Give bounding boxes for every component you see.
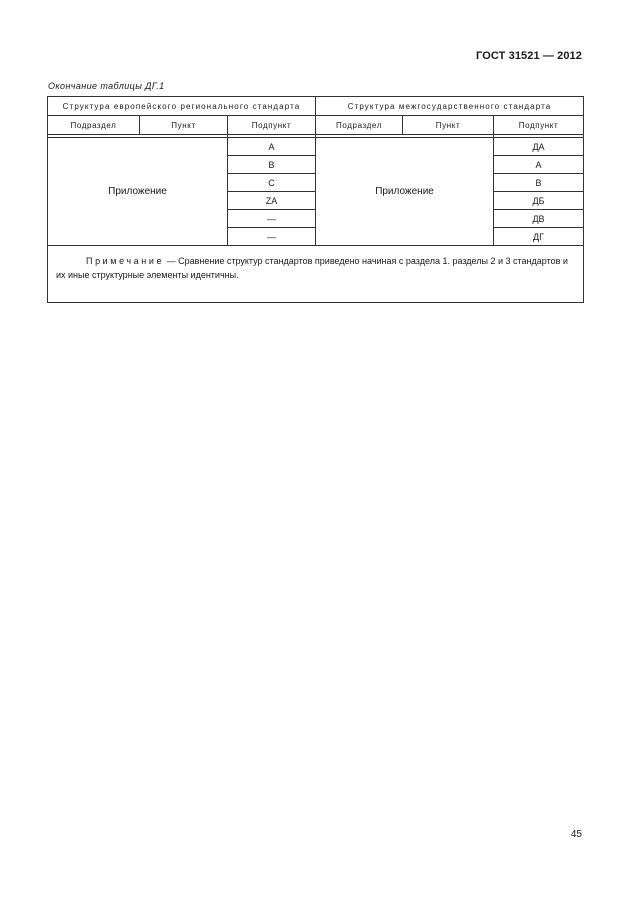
table-cell: — bbox=[228, 228, 316, 246]
document-code: ГОСТ 31521 — 2012 bbox=[476, 50, 582, 62]
table-cell: А bbox=[494, 156, 584, 174]
column-header-subclause: Подпункт bbox=[494, 116, 584, 135]
column-header-subclause: Подпункт bbox=[228, 116, 316, 135]
page-number: 45 bbox=[570, 829, 582, 840]
table-note bbox=[48, 246, 584, 303]
column-header-clause: Пункт bbox=[140, 116, 228, 135]
table-caption: Окончание таблицы ДГ.1 bbox=[48, 81, 165, 91]
table-cell: ДГ bbox=[494, 228, 584, 246]
group-header-european: Структура европейского регионального стандарта bbox=[48, 97, 316, 116]
column-header-subsection: Подраздел bbox=[48, 116, 140, 135]
table-cell: B bbox=[228, 156, 316, 174]
table-cell: ДВ bbox=[494, 210, 584, 228]
note-prefix: Примечание bbox=[86, 256, 165, 266]
note-text: — Сравнение структур стандартов приведено начиная с раздела 1. разделы 2 и 3 стандартов и их иные структурные элементы идентичны. bbox=[56, 256, 568, 280]
table-cell: A bbox=[228, 138, 316, 156]
annex-label-european: Приложение bbox=[48, 138, 228, 246]
table-cell: C bbox=[228, 174, 316, 192]
structure-comparison-table bbox=[47, 96, 584, 303]
table-cell: ZA bbox=[228, 192, 316, 210]
annex-label-interstate: Приложение bbox=[316, 138, 494, 246]
table-cell: — bbox=[228, 210, 316, 228]
group-header-interstate: Структура межгосударственного стандарта bbox=[316, 97, 584, 116]
table-cell: ДБ bbox=[494, 192, 584, 210]
table-cell: ДА bbox=[494, 138, 584, 156]
column-header-clause: Пункт bbox=[403, 116, 494, 135]
table-cell: В bbox=[494, 174, 584, 192]
column-header-subsection: Подраздел bbox=[316, 116, 403, 135]
